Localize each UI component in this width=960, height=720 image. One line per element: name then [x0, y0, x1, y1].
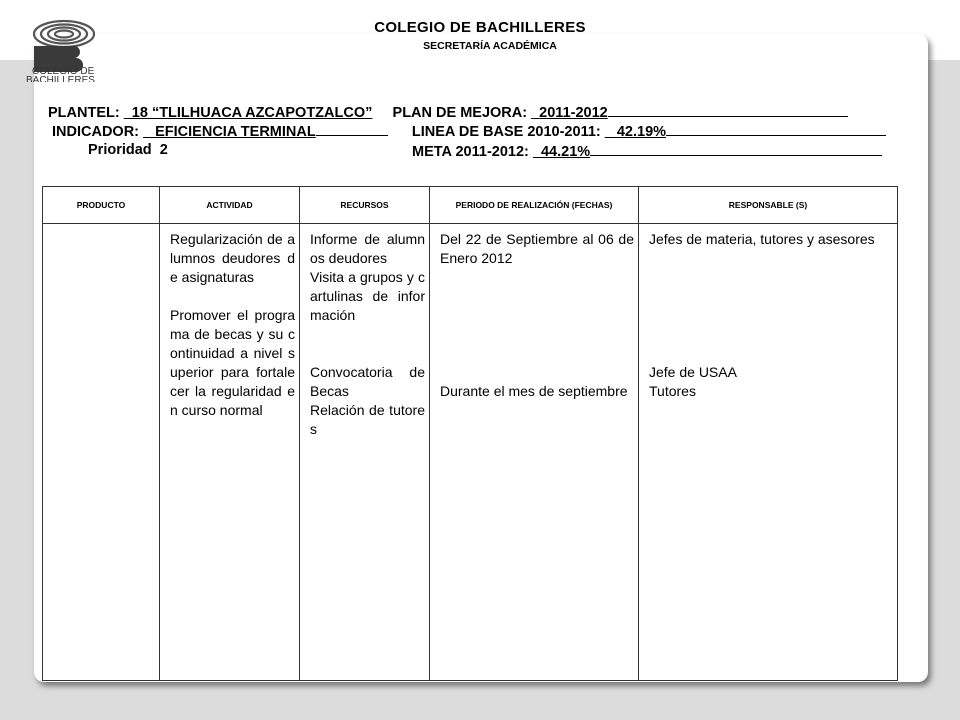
column-header-periodo: PERIODO DE REALIZACIÓN (FECHAS): [430, 187, 639, 224]
svg-text:COLEGIO DE: COLEGIO DE: [32, 66, 95, 77]
cell-recursos: [300, 224, 430, 681]
column-header-responsable: RESPONSABLE (S): [639, 187, 898, 224]
plantel-value: 18 “TLILHUACA AZCAPOTZALCO”: [131, 105, 373, 121]
indicador-value: EFICIENCIA TERMINAL: [155, 124, 316, 140]
cell-responsable: [639, 224, 898, 681]
responsable-item: Tutores: [649, 383, 696, 399]
column-header-producto: PRODUCTO: [43, 187, 160, 224]
header-line-plantel: [48, 103, 848, 121]
svg-text:BACHILLERES: BACHILLERES: [26, 75, 95, 82]
periodo-item: Durante el mes de septiembre: [440, 383, 628, 399]
actividad-item: Regularización de alumnos deudores de asignaturas: [170, 231, 295, 285]
cell-producto: [43, 224, 160, 681]
meta-label: META 2011-2012:: [412, 144, 529, 160]
cell-actividad: [160, 224, 300, 681]
header-line-prioridad: [88, 142, 168, 158]
table-row: [43, 224, 898, 681]
meta-underline: [590, 142, 882, 156]
linea-value: 42.19%: [616, 124, 667, 140]
prioridad-label: Prioridad: [88, 142, 152, 158]
responsable-item: Jefe de USAA: [649, 364, 737, 380]
linea-underline: [666, 122, 886, 136]
indicador-underline: [316, 122, 388, 136]
column-header-recursos: RECURSOS: [300, 187, 430, 224]
header-line-meta: [412, 142, 882, 160]
actividad-item: Promover el programa de becas y su continuidad a nivel superior para fortalecer la regularidad en curso normal: [170, 307, 295, 418]
responsable-item: Jefes de materia, tutores y asesores: [649, 231, 875, 247]
periodo-item: Del 22 de Septiembre al 06 de Enero 2012: [440, 231, 634, 266]
plantel-label: PLANTEL:: [48, 105, 120, 121]
recurso-item: Informe de alumnos deudores: [310, 231, 425, 266]
table-header-row: [43, 187, 898, 224]
header-line-indicador: [52, 122, 886, 140]
recurso-item: Convocatoria de Becas: [310, 364, 425, 399]
school-title: COLEGIO DE BACHILLERES: [374, 19, 586, 36]
improvement-plan-table: [42, 186, 898, 681]
cell-periodo: [430, 224, 639, 681]
prioridad-value: 2: [159, 142, 168, 158]
plan-underline: [608, 103, 848, 117]
recurso-item: Visita a grupos y cartulinas de información: [310, 269, 425, 323]
linea-label: LINEA DE BASE 2010-2011:: [411, 124, 601, 140]
department-subtitle: SECRETARÍA ACADÉMICA: [423, 40, 557, 52]
plan-label: PLAN DE MEJORA:: [392, 105, 528, 121]
indicador-label: INDICADOR:: [52, 124, 139, 140]
plan-value: 2011-2012: [539, 105, 608, 121]
meta-value: 44.21%: [540, 144, 591, 160]
column-header-actividad: ACTIVIDAD: [160, 187, 300, 224]
recurso-item: Relación de tutores: [310, 402, 425, 437]
